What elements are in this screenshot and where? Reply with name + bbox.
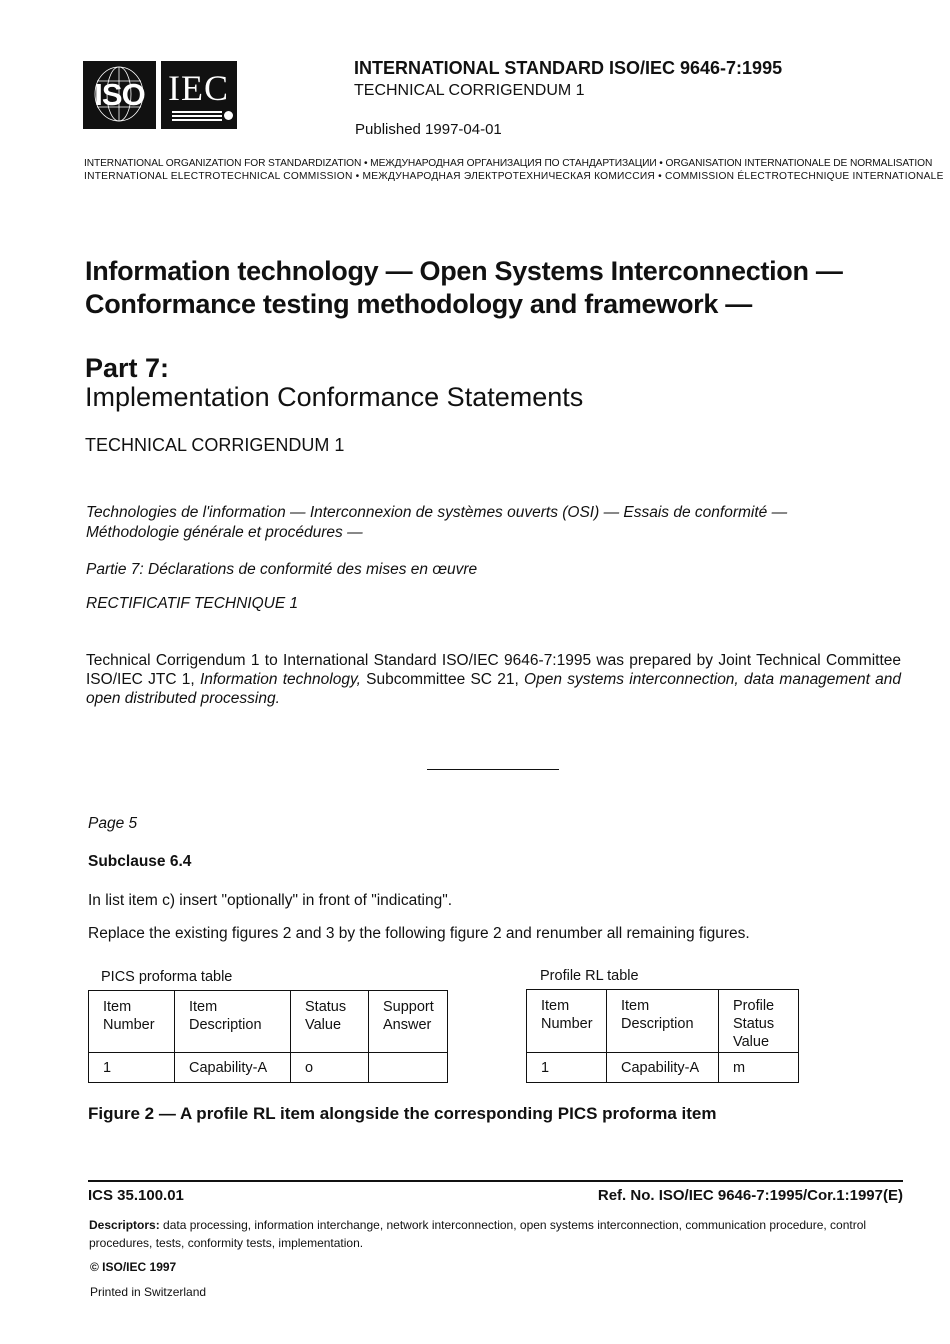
printed-in: Printed in Switzerland — [90, 1285, 207, 1299]
table-cell: 1 — [103, 1060, 112, 1076]
iso-logo — [83, 61, 156, 129]
iec-logo — [161, 61, 237, 129]
standard-subtitle: TECHNICAL CORRIGENDUM 1 — [354, 82, 585, 99]
iec-logo-dot — [224, 111, 233, 120]
part-label: Part 7: — [85, 353, 170, 383]
table-row — [89, 1053, 448, 1083]
table-header-cell: Support Answer — [383, 999, 434, 1033]
table-header-cell: Item Description — [621, 998, 694, 1032]
ics-code: ICS 35.100.01 — [88, 1187, 184, 1204]
section-divider — [427, 769, 559, 770]
french-title-line-2: Méthodologie générale et procédures — — [86, 524, 363, 541]
intro-text-1: Technical Corrigendum 1 to International Standard ISO/IEC 9646-7:1995 was prepared by Joint Technical Committee ISO/IEC JTC 1, — [86, 652, 901, 688]
standard-title: INTERNATIONAL STANDARD ISO/IEC 9646-7:1995 — [354, 58, 783, 78]
org-line-iso: INTERNATIONAL ORGANIZATION FOR STANDARDIZATION • МЕЖДУНАРОДНАЯ ОРГАНИЗАЦИЯ ПО СТАНДАРТИЗАЦИИ • ORGANISATION INTERNATIONALE DE NORMALISATION — [84, 158, 933, 169]
table-row — [527, 1053, 799, 1083]
intro-italic-1: Information technology, — [199, 671, 361, 688]
profile-rl-table — [526, 989, 799, 1083]
pics-table-caption: PICS proforma table — [101, 969, 233, 985]
table-cell: m — [733, 1060, 746, 1076]
instruction-1: In list item c) insert "optionally" in front of "indicating". — [88, 892, 453, 909]
figure-caption: Figure 2 — A profile RL item alongside the corresponding PICS proforma item — [88, 1104, 717, 1123]
table-header-row — [527, 990, 799, 1053]
intro-italic-2: Open systems interconnection, data management and open distributed processing. — [86, 671, 901, 707]
iso-logo-text: ISO — [94, 77, 145, 112]
french-rectificatif: RECTIFICATIF TECHNIQUE 1 — [86, 595, 299, 612]
document-title-line-2: Conformance testing methodology and framework — — [85, 289, 752, 319]
descriptors-label: Descriptors: — [89, 1218, 160, 1232]
copyright: © ISO/IEC 1997 — [90, 1260, 177, 1274]
french-part-title: Partie 7: Déclarations de conformité des mises en œuvre — [86, 561, 478, 578]
french-title-line-1: Technologies de l'information — Interconnexion de systèmes ouverts (OSI) — Essais de conformité — — [86, 504, 788, 521]
table-cell — [369, 1053, 447, 1059]
table-cell: Capability-A — [189, 1060, 268, 1076]
table-cell: Capability-A — [621, 1060, 700, 1076]
rl-table-caption: Profile RL table — [540, 968, 639, 984]
table-header-cell: Status Value — [305, 999, 347, 1033]
table-header-row — [89, 991, 448, 1053]
descriptors — [89, 1216, 904, 1252]
reference-number: Ref. No. ISO/IEC 9646-7:1995/Cor.1:1997(E) — [597, 1187, 903, 1204]
iec-logo-lines — [172, 111, 222, 123]
subclause-heading: Subclause 6.4 — [88, 853, 192, 870]
descriptors-text: data processing, information interchange, network interconnection, open systems interconnection, communication procedure, control procedures, tests, conformity tests, implementation. — [89, 1218, 867, 1250]
footer-rule — [88, 1180, 903, 1182]
intro-paragraph — [86, 651, 901, 708]
document-title-line-1: Information technology — Open Systems Interconnection — — [85, 256, 843, 286]
corrigendum-label: TECHNICAL CORRIGENDUM 1 — [85, 435, 345, 455]
instruction-2: Replace the existing figures 2 and 3 by the following figure 2 and renumber all remaining figures. — [88, 925, 750, 942]
table-header-cell: Item Number — [541, 998, 593, 1032]
table-cell: o — [305, 1060, 314, 1076]
table-header-cell: Item Description — [189, 999, 262, 1033]
table-header-cell: Profile Status Value — [733, 998, 775, 1050]
intro-text-2: Subcommittee SC 21, — [360, 671, 525, 688]
pics-proforma-table — [88, 990, 448, 1083]
page-reference: Page 5 — [88, 815, 138, 832]
part-title: Implementation Conformance Statements — [85, 382, 584, 412]
org-line-iec: INTERNATIONAL ELECTROTECHNICAL COMMISSION • МЕЖДУНАРОДНАЯ ЭЛЕКТРОТЕХНИЧЕСКАЯ КОМИССИЯ • COMMISSION ÉLECTROTECHNIQUE INTERNATIONALE — [84, 171, 944, 182]
iec-logo-text: IEC — [168, 68, 229, 108]
table-header-cell: Item Number — [103, 999, 155, 1033]
table-cell: 1 — [541, 1060, 550, 1076]
published-date: Published 1997-04-01 — [355, 121, 502, 138]
